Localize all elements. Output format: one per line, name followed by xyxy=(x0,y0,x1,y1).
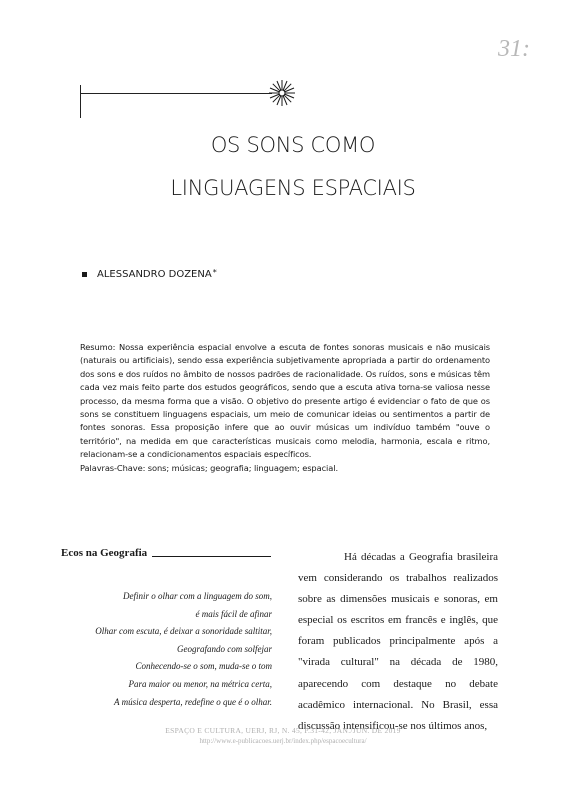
sunburst-ornament-icon xyxy=(268,79,296,107)
poem-line: Conhecendo-se o som, muda-se o tom xyxy=(135,661,272,672)
body-column xyxy=(298,547,498,737)
title-frame-horizontal-line xyxy=(80,93,272,94)
author-footnote-marker: * xyxy=(212,268,217,277)
poem-line: A música desperta, redefine o que é o olhar. xyxy=(114,696,272,707)
article-title-line-1: OS SONS COMO xyxy=(210,133,376,157)
abstract-text: Resumo: Nossa experiência espacial envolve a escuta de fontes sonoras musicais e não musicais (naturais ou artificiais), sendo essa experiência subjetivamente apropriada a partir do ordenamento dos sons e dos ruídos no âmbito de nossos padrões de racionalidade. Os ruídos, sons e músicas têm cada vez mais feito parte dos estudos geográficos, sendo que a escuta ativa torna-se valiosa nesse processo, da mesma forma que a visão. O objetivo do presente artigo é evidenciar o fato de que os sons se constituem linguagens espaciais, um meio de comunicar ideias ou sentimentos a partir de fontes sonoras. Essa proposição infere que ao ouvir músicas um indivíduo também "ouve o território", na medida em que características musicais como melodia, harmonia, escala e ritmo, relacionam-se a condicionamentos espaciais específicos. xyxy=(80,342,490,460)
square-bullet-icon xyxy=(82,272,87,277)
page-number: 31: xyxy=(498,36,530,62)
footer-journal-citation: ESPAÇO E CULTURA, UERJ, RJ, N. 45, P.31-42, JAN./JUN. DE 2019 xyxy=(165,726,401,735)
section-heading xyxy=(61,547,271,559)
poem-line: Olhar com escuta, é deixar a sonoridade saltitar, xyxy=(95,626,272,637)
body-paragraph: Há décadas a Geografia brasileira vem considerando os trabalhos realizados sobre as dimensões musicais e sonoras, em especial os escritos em francês e inglês, que foram publicados principalmente após a "virada cultural" na década de 1980, aparecendo com destaque no debate acadêmico internacional. No Brasil, essa discussão intensificou-se nos últimos anos, xyxy=(298,551,498,732)
author-name: ALESSANDRO DOZENA xyxy=(97,269,212,280)
title-frame-vertical-line xyxy=(80,85,81,118)
poem-line: Geografando com solfejar xyxy=(177,643,272,654)
epigraph-poem xyxy=(60,588,272,711)
abstract xyxy=(80,341,490,475)
poem-line: Definir o olhar com a linguagem do som, xyxy=(123,591,272,601)
poem-line: é mais fácil de afinar xyxy=(195,608,272,619)
author-byline xyxy=(82,269,217,280)
section-heading-rule xyxy=(152,556,271,557)
footer-url: http://www.e-publicacoes.uerj.br/index.php/espacoecultura/ xyxy=(199,737,367,745)
section-heading-label: Ecos na Geografia xyxy=(61,547,148,559)
article-title-line-2: LINGUAGENS ESPACIAIS xyxy=(170,176,416,200)
keywords: Palavras-Chave: sons; músicas; geografia; linguagem; espacial. xyxy=(80,462,338,473)
poem-line: Para maior ou menor, na métrica certa, xyxy=(128,678,272,689)
